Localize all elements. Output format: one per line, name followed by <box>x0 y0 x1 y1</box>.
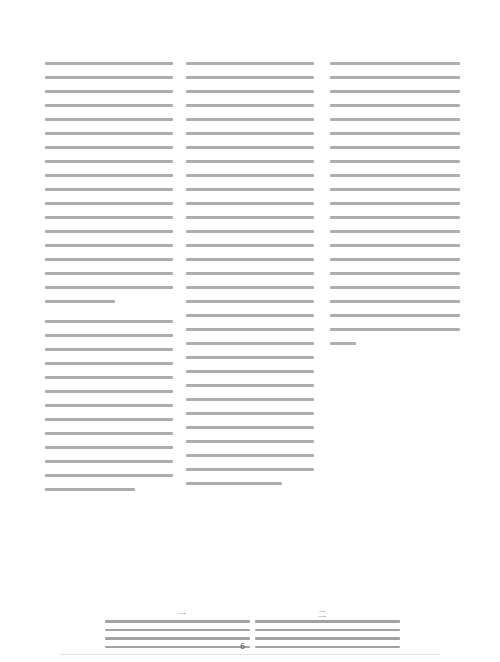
text-line <box>186 426 314 429</box>
poem-line <box>255 637 400 640</box>
text-line <box>330 160 460 163</box>
text-line <box>45 300 115 303</box>
poem-line <box>255 629 400 632</box>
text-line <box>330 118 460 121</box>
text-line <box>45 432 173 435</box>
text-line <box>45 244 173 247</box>
text-line <box>330 132 460 135</box>
text-line <box>330 286 460 289</box>
text-line <box>330 300 460 303</box>
text-line <box>186 468 314 471</box>
text-line <box>45 258 173 261</box>
text-line <box>45 460 173 463</box>
text-line <box>45 230 173 233</box>
text-line <box>330 244 460 247</box>
text-line <box>45 446 173 449</box>
text-line <box>45 104 173 107</box>
text-line <box>330 328 460 331</box>
poem-line <box>105 637 250 640</box>
text-line <box>45 202 173 205</box>
text-line <box>186 314 314 317</box>
text-line <box>45 404 173 407</box>
text-line <box>186 216 314 219</box>
text-line <box>186 398 314 401</box>
text-line <box>186 258 314 261</box>
text-line <box>330 174 460 177</box>
text-line <box>186 440 314 443</box>
text-line <box>186 272 314 275</box>
poem-line <box>255 620 400 623</box>
poem-line <box>105 629 250 632</box>
text-line <box>330 272 460 275</box>
text-line <box>45 418 173 421</box>
poem-section-2 <box>255 620 400 654</box>
text-line <box>45 174 173 177</box>
text-line <box>330 90 460 93</box>
text-line <box>45 348 173 351</box>
text-line <box>45 272 173 275</box>
page-number: 6 <box>240 642 246 651</box>
text-line <box>186 300 314 303</box>
article-column-3 <box>330 62 460 356</box>
text-line <box>45 216 173 219</box>
text-line <box>45 474 173 477</box>
text-line <box>330 230 460 233</box>
text-line <box>186 230 314 233</box>
text-line <box>186 202 314 205</box>
text-line <box>186 62 314 65</box>
poem-line <box>105 646 250 649</box>
text-line <box>45 362 173 365</box>
text-line <box>186 188 314 191</box>
text-line <box>45 286 173 289</box>
text-line <box>186 482 282 485</box>
text-line <box>45 334 173 337</box>
text-line <box>186 90 314 93</box>
article-column-1 <box>45 62 173 502</box>
text-line <box>186 454 314 457</box>
text-line <box>330 342 356 345</box>
footer-divider <box>60 654 440 655</box>
text-line <box>45 188 173 191</box>
text-line <box>330 104 460 107</box>
text-line <box>45 160 173 163</box>
text-line <box>45 390 173 393</box>
text-line <box>186 244 314 247</box>
text-line <box>45 320 173 323</box>
text-line <box>186 160 314 163</box>
text-line <box>330 258 460 261</box>
text-line <box>45 62 173 65</box>
text-line <box>330 76 460 79</box>
text-line <box>45 118 173 121</box>
text-line <box>330 202 460 205</box>
text-line <box>45 146 173 149</box>
text-line <box>186 174 314 177</box>
text-line <box>330 314 460 317</box>
text-line <box>186 76 314 79</box>
text-line <box>186 286 314 289</box>
text-line <box>186 412 314 415</box>
poem-line <box>105 620 250 623</box>
poem-section-number-1: 一 <box>178 610 186 619</box>
text-line <box>45 90 173 93</box>
article-column-2 <box>186 62 314 496</box>
text-line <box>186 384 314 387</box>
text-line <box>186 370 314 373</box>
text-line <box>186 356 314 359</box>
poem-line <box>255 646 400 649</box>
poem-section-number-2: 二 <box>318 610 326 619</box>
text-line <box>186 104 314 107</box>
text-line <box>330 62 460 65</box>
text-line <box>45 376 173 379</box>
text-line <box>186 328 314 331</box>
poem-section-1 <box>105 620 250 654</box>
text-line <box>186 342 314 345</box>
text-line <box>330 216 460 219</box>
text-line <box>45 76 173 79</box>
magazine-logo <box>46 22 136 46</box>
text-line <box>45 488 135 491</box>
text-line <box>186 118 314 121</box>
text-line <box>330 188 460 191</box>
text-line <box>330 146 460 149</box>
text-line <box>186 146 314 149</box>
text-line <box>186 132 314 135</box>
text-line <box>45 132 173 135</box>
